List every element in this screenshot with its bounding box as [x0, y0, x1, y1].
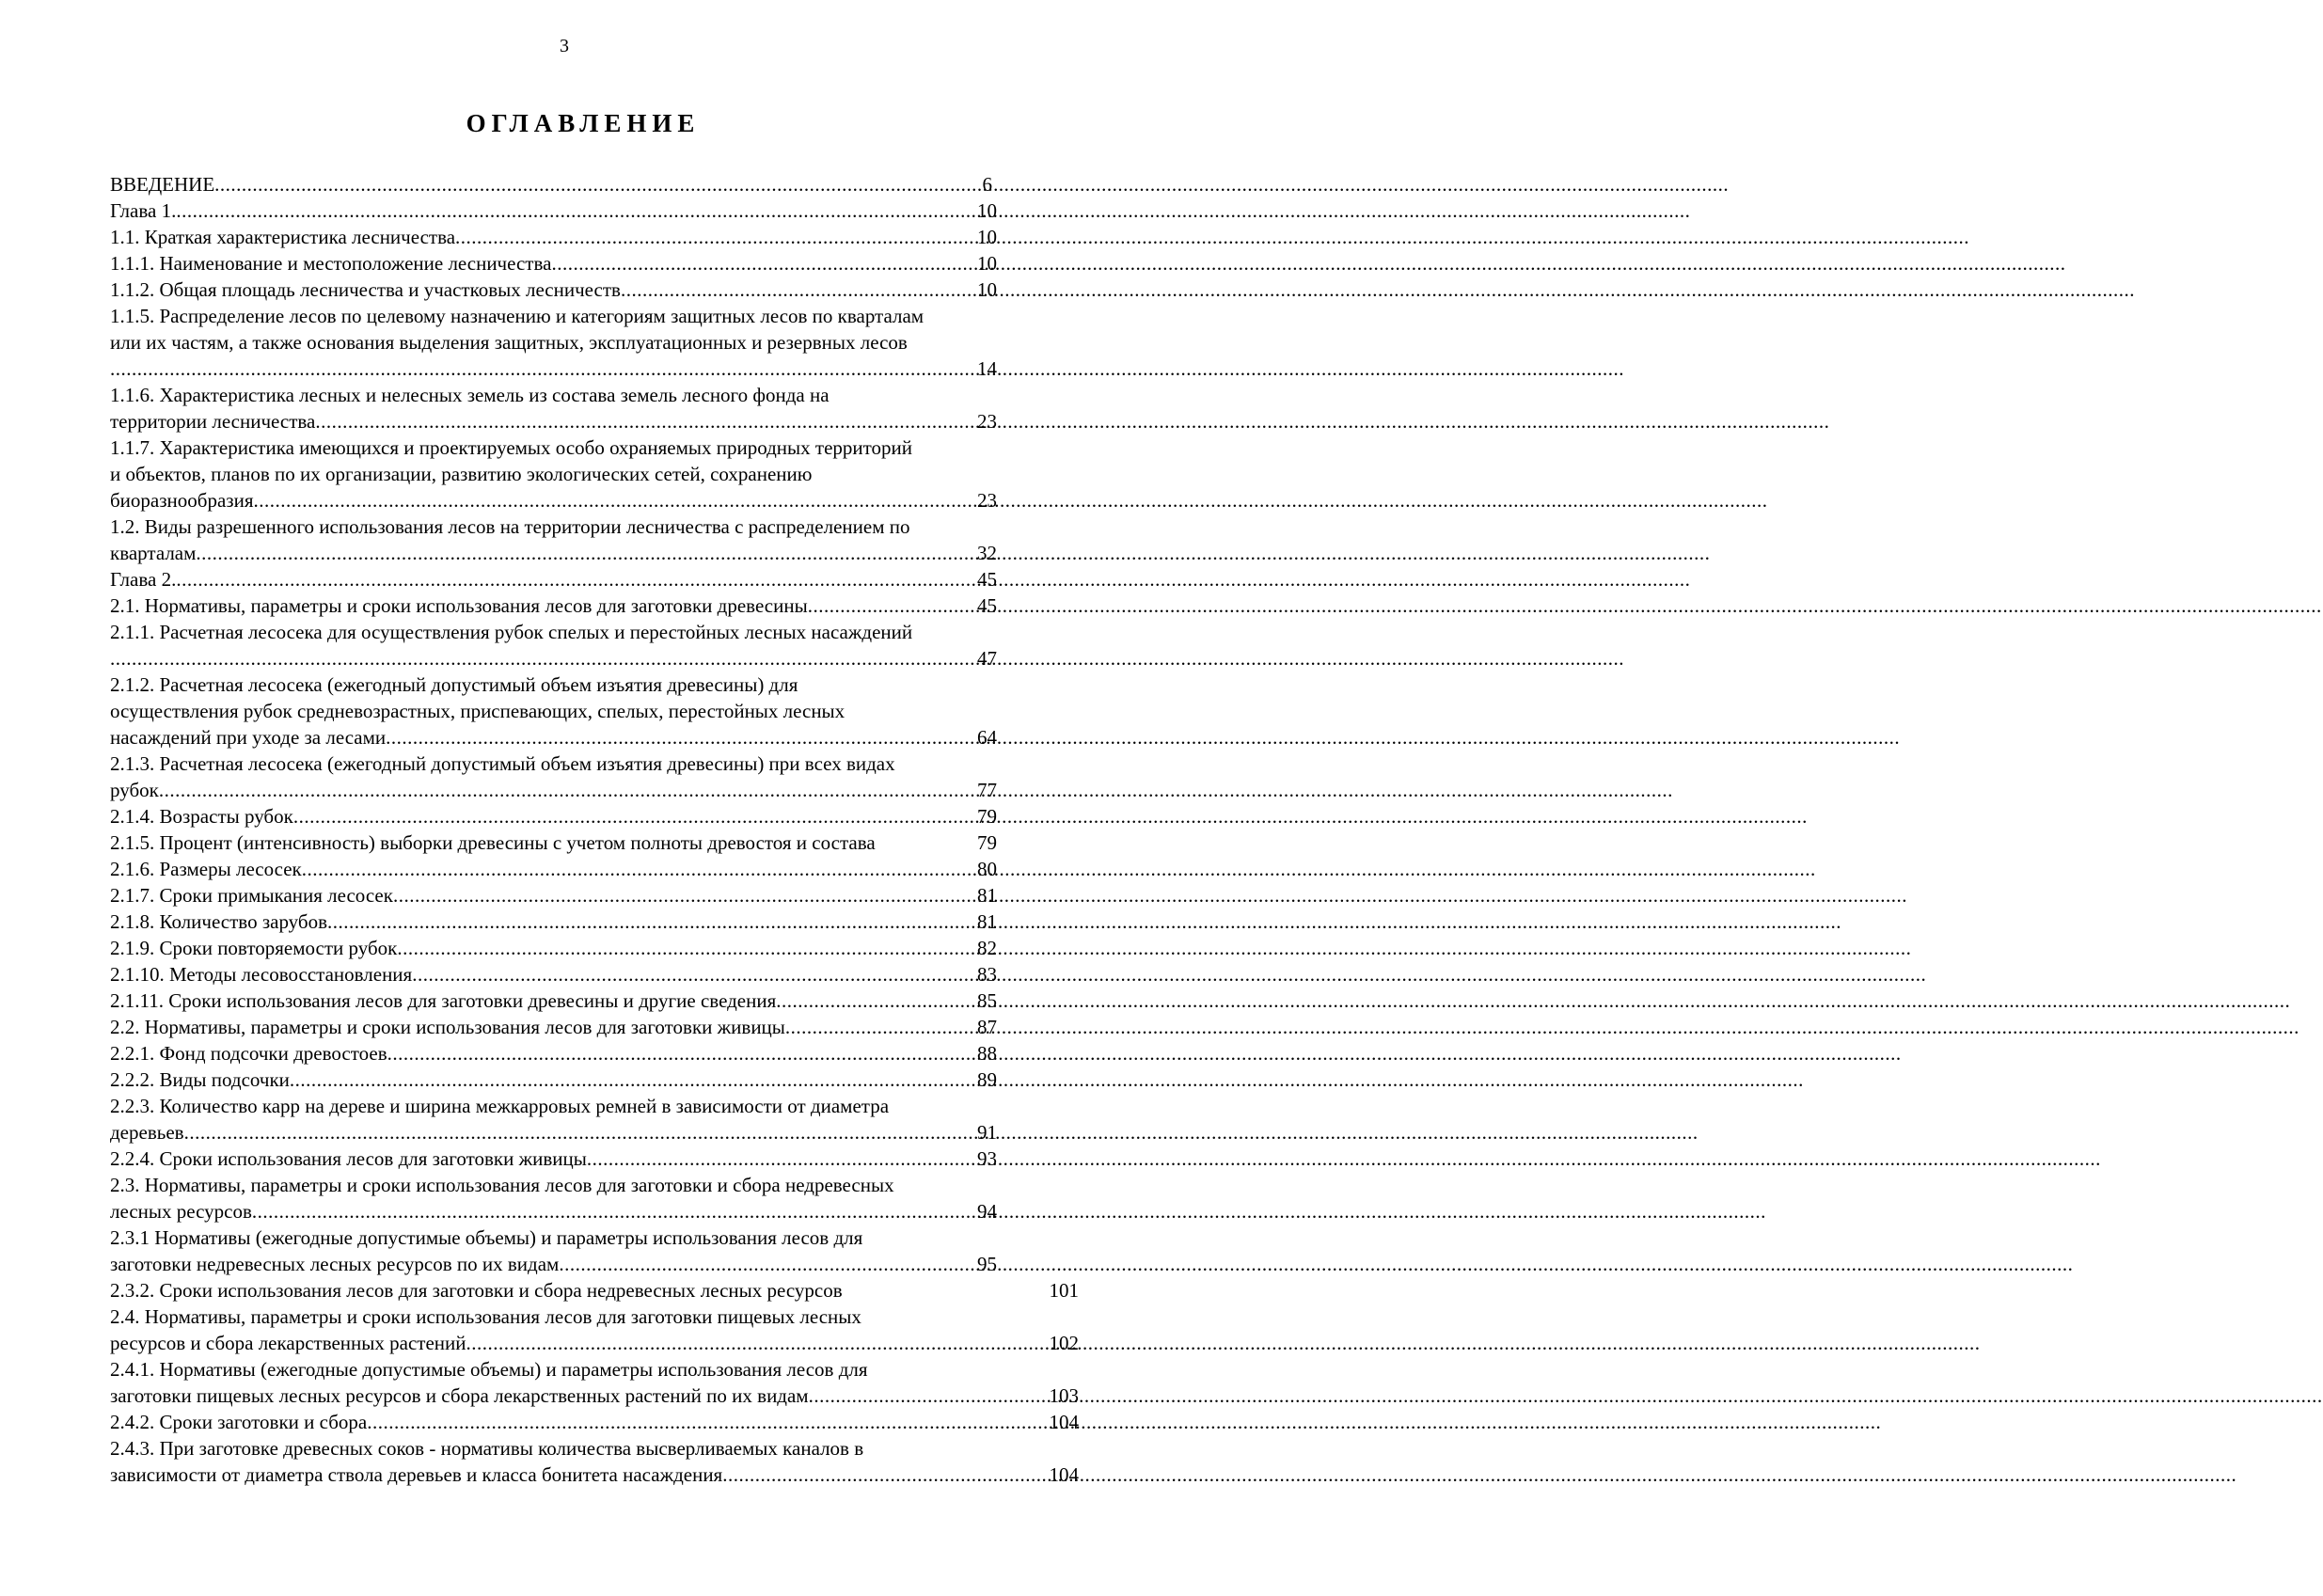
toc-entry-text: 2.1.7. Сроки примыкания лесосек — [110, 884, 393, 907]
toc-page-number: 104 — [1049, 1463, 1079, 1486]
toc-entry-text: 2.1.10. Методы лесовосстановления — [110, 963, 413, 986]
toc-entry[interactable] — [110, 830, 1079, 856]
toc-entry[interactable] — [110, 1067, 1079, 1093]
page-number: 3 — [560, 36, 569, 56]
toc-entry[interactable] — [110, 935, 1079, 961]
toc-entry-text: или их частям, а также основания выделения защитных, эксплуатационных и резервных лесов — [110, 331, 908, 354]
toc-entry-text: заготовки недревесных лесных ресурсов по их видам — [110, 1253, 560, 1275]
toc-entry[interactable] — [110, 751, 1079, 803]
toc-entry[interactable] — [110, 961, 1079, 988]
toc-page-number: 6 — [982, 173, 992, 196]
dot-leader — [621, 277, 974, 303]
toc-entry-text: 2.1.3. Расчетная лесосека (ежегодный допустимый объем изъятия древесины) при всех видах — [110, 752, 895, 775]
toc-entry[interactable] — [110, 1409, 1079, 1435]
toc-entry[interactable] — [110, 1356, 1079, 1409]
dot-leader — [293, 803, 974, 830]
toc-entry[interactable] — [110, 198, 1079, 224]
toc-entry-text: 2.3.1 Нормативы (ежегодные допустимые объемы) и параметры использования лесов для — [110, 1226, 863, 1249]
toc-entry[interactable] — [110, 1146, 1079, 1172]
toc-entry-text: 2.2.2. Виды подсочки — [110, 1068, 290, 1091]
toc-entry-text: 2.2.4. Сроки использования лесов для заготовки живицы — [110, 1147, 587, 1170]
toc-entry[interactable] — [110, 514, 1079, 566]
toc-entry-text: биоразнообразия — [110, 489, 254, 512]
dot-leader — [455, 224, 974, 250]
table-of-contents — [110, 171, 1079, 1488]
toc-entry[interactable] — [110, 224, 1079, 250]
toc-entry[interactable] — [110, 909, 1079, 935]
dot-leader — [387, 1040, 974, 1067]
dot-leader — [785, 1014, 974, 1040]
toc-page-number: 95 — [977, 1253, 997, 1275]
dot-leader — [809, 1383, 1047, 1409]
toc-entry-text: заготовки пищевых лесных ресурсов и сбора лекарственных растений по их видам — [110, 1384, 809, 1407]
toc-entry[interactable] — [110, 1014, 1079, 1040]
toc-entry[interactable] — [110, 1172, 1079, 1225]
dot-leader — [776, 988, 974, 1014]
toc-entry-text: ВВЕДЕНИЕ — [110, 173, 215, 196]
toc-entry[interactable] — [110, 1040, 1079, 1067]
toc-page-number: 23 — [977, 410, 997, 433]
toc-page-number: 79 — [977, 805, 997, 828]
dot-leader — [176, 566, 974, 593]
dot-leader — [253, 487, 974, 514]
toc-entry-text: лесных ресурсов — [110, 1200, 252, 1223]
dot-leader — [159, 777, 974, 803]
toc-page-number: 64 — [977, 726, 997, 749]
toc-entry[interactable] — [110, 171, 1079, 198]
dot-leader — [466, 1330, 1047, 1356]
toc-page-number: 101 — [1049, 1279, 1079, 1302]
toc-page-number: 91 — [977, 1121, 997, 1144]
toc-entry[interactable] — [110, 1435, 1079, 1488]
toc-page-number: 103 — [1049, 1384, 1079, 1407]
dot-leader — [722, 1462, 1046, 1488]
toc-entry-text: 2.1.9. Сроки повторяемости рубок — [110, 937, 398, 959]
dot-leader — [551, 250, 974, 277]
dot-leader — [412, 961, 974, 988]
toc-entry[interactable] — [110, 1277, 1079, 1304]
dot-leader — [386, 724, 974, 751]
toc-entry[interactable] — [110, 1093, 1079, 1146]
dot-leader — [393, 882, 974, 909]
toc-entry-text: 2.2. Нормативы, параметры и сроки использования лесов для заготовки живицы — [110, 1016, 785, 1038]
toc-entry-text: рубок — [110, 779, 159, 801]
toc-page-number: 93 — [977, 1147, 997, 1170]
toc-page-number: 87 — [977, 1016, 997, 1038]
toc-entry[interactable] — [110, 803, 1079, 830]
toc-entry-text: 2.1.5. Процент (интенсивность) выборки древесины с учетом полноты древостоя и состава — [110, 831, 876, 854]
toc-entry-text: 2.4.2. Сроки заготовки и сбора — [110, 1411, 368, 1433]
toc-page-number: 80 — [977, 858, 997, 880]
dot-leader — [110, 645, 974, 672]
dot-leader — [587, 1146, 974, 1172]
toc-entry[interactable] — [110, 882, 1079, 909]
toc-entry-text: Глава 1. — [110, 199, 177, 222]
toc-entry[interactable] — [110, 277, 1079, 303]
toc-entry-text: 2.1.1. Расчетная лесосека для осуществления рубок спелых и перестойных лесных насаждений — [110, 621, 913, 643]
toc-entry-text: насаждений при уходе за лесами — [110, 726, 387, 749]
toc-entry-text: 2.4. Нормативы, параметры и сроки использования лесов для заготовки пищевых лесных — [110, 1305, 861, 1328]
toc-entry-text: 1.2. Виды разрешенного использования лесов на территории лесничества с распределением по — [110, 515, 910, 538]
page-title: ОГЛАВЛЕНИЕ — [466, 109, 701, 137]
toc-page-number: 23 — [977, 489, 997, 512]
toc-entry-text: 1.1.2. Общая площадь лесничества и участковых лесничеств — [110, 278, 621, 301]
toc-page-number: 45 — [977, 594, 997, 617]
toc-entry[interactable] — [110, 672, 1079, 751]
toc-entry-text: 2.4.1. Нормативы (ежегодные допустимые объемы) и параметры использования лесов для — [110, 1358, 868, 1381]
toc-entry-text: 2.1.2. Расчетная лесосека (ежегодный допустимый объем изъятия древесины) для — [110, 673, 798, 696]
dot-leader — [397, 935, 974, 961]
toc-entry-text: 2.1.8. Количество зарубов — [110, 910, 327, 933]
dot-leader — [327, 909, 974, 935]
toc-page-number: 10 — [977, 199, 997, 222]
toc-page-number: 14 — [977, 357, 997, 380]
dot-leader — [315, 408, 974, 435]
toc-entry[interactable] — [110, 1225, 1079, 1277]
toc-entry-text: 1.1.1. Наименование и местоположение лесничества — [110, 252, 552, 275]
toc-entry-text: зависимости от диаметра ствола деревьев и класса бонитета насаждения — [110, 1463, 723, 1486]
dot-leader — [367, 1409, 1046, 1435]
toc-entry[interactable] — [110, 435, 1079, 514]
toc-page-number: 32 — [977, 542, 997, 564]
toc-entry-text: 2.1.4. Возрасты рубок — [110, 805, 293, 828]
toc-entry-text: 1.1.6. Характеристика лесных и нелесных земель из состава земель лесного фонда на — [110, 384, 830, 406]
toc-page-number: 82 — [977, 937, 997, 959]
toc-entry-text: 2.2.1. Фонд подсочки древостоев — [110, 1042, 387, 1065]
toc-entry[interactable] — [110, 303, 1079, 382]
dot-leader — [302, 856, 974, 882]
toc-page-number: 88 — [977, 1042, 997, 1065]
toc-page-number: 10 — [977, 226, 997, 248]
toc-page-number: 45 — [977, 568, 997, 591]
toc-page-number: 104 — [1049, 1411, 1079, 1433]
toc-entry-text: осуществления рубок средневозрастных, приспевающих, спелых, перестойных лесных — [110, 700, 845, 722]
toc-page-number: 85 — [977, 989, 997, 1012]
toc-entry-text: кварталам — [110, 542, 197, 564]
dot-leader — [808, 593, 974, 619]
toc-page-number: 83 — [977, 963, 997, 986]
toc-page-number: 81 — [977, 884, 997, 907]
toc-entry[interactable] — [110, 566, 1079, 593]
dot-leader — [184, 1119, 974, 1146]
toc-entry-text: деревьев — [110, 1121, 184, 1144]
toc-entry[interactable] — [110, 250, 1079, 277]
toc-entry-text: 2.1.6. Размеры лесосек — [110, 858, 302, 880]
toc-entry[interactable] — [110, 619, 1079, 672]
toc-entry-text: 1.1.7. Характеристика имеющихся и проектируемых особо охраняемых природных территорий — [110, 436, 913, 459]
dot-leader — [559, 1251, 974, 1277]
toc-entry-text: 2.4.3. При заготовке древесных соков - нормативы количества высверливаемых каналов в — [110, 1437, 864, 1460]
toc-page-number: 89 — [977, 1068, 997, 1091]
toc-entry-text: и объектов, планов по их организации, развитию экологических сетей, сохранению — [110, 463, 813, 485]
toc-entry[interactable] — [110, 856, 1079, 882]
toc-entry-text: Глава 2. — [110, 568, 177, 591]
toc-entry-text: 2.1.11. Сроки использования лесов для заготовки древесины и другие сведения — [110, 989, 777, 1012]
toc-page-number: 81 — [977, 910, 997, 933]
dot-leader — [214, 171, 979, 198]
dot-leader — [110, 356, 974, 382]
toc-page-number: 10 — [977, 252, 997, 275]
toc-entry[interactable] — [110, 988, 1079, 1014]
toc-entry[interactable] — [110, 593, 1079, 619]
toc-page-number: 10 — [977, 278, 997, 301]
toc-page-number: 94 — [977, 1200, 997, 1223]
toc-page-number: 79 — [977, 831, 997, 854]
toc-entry-text: 2.1. Нормативы, параметры и сроки использования лесов для заготовки древесины — [110, 594, 808, 617]
toc-entry[interactable] — [110, 382, 1079, 435]
toc-entry[interactable] — [110, 1304, 1079, 1356]
dot-leader — [176, 198, 974, 224]
toc-page-number: 77 — [977, 779, 997, 801]
toc-page-number: 47 — [977, 647, 997, 670]
toc-entry-text: 1.1.5. Распределение лесов по целевому назначению и категориям защитных лесов по кварталам — [110, 305, 924, 327]
toc-entry-text: 2.3.2. Сроки использования лесов для заготовки и сбора недревесных лесных ресурсов — [110, 1279, 843, 1302]
dot-leader — [290, 1067, 974, 1093]
toc-entry-text: территории лесничества — [110, 410, 316, 433]
dot-leader — [196, 540, 974, 566]
toc-entry-text: ресурсов и сбора лекарственных растений — [110, 1332, 466, 1354]
toc-entry-text: 2.3. Нормативы, параметры и сроки использования лесов для заготовки и сбора недревесных — [110, 1174, 894, 1196]
toc-entry-text: 2.2.3. Количество карр на дереве и ширина межкарровых ремней в зависимости от диаметра — [110, 1095, 890, 1117]
toc-page-number: 102 — [1049, 1332, 1079, 1354]
toc-entry-text: 1.1. Краткая характеристика лесничества — [110, 226, 456, 248]
dot-leader — [252, 1198, 974, 1225]
